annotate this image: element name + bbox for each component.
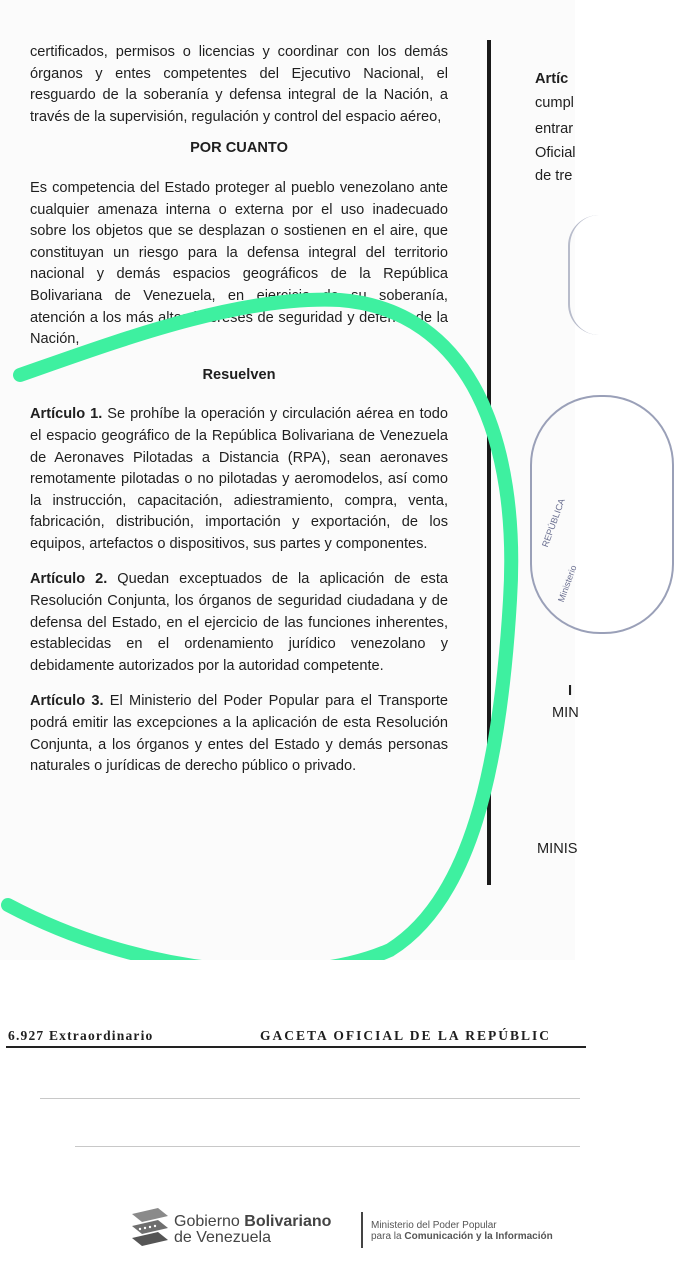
gov-name-plain: Gobierno — [174, 1213, 245, 1230]
gov-name-bold: Bolivariano — [244, 1213, 332, 1230]
gazette-rule — [6, 1046, 586, 1048]
article-1-text: Se prohíbe la operación y circulación aérea en todo el espacio geográfico de la República Bolivariana de Venezuela de Aeronaves Pilotadas a Distancia (RPA), sean aeronaves remotamente pilotadas o no pilotadas y aeromodelos, así como la instrucción, capacitación, adiestramiento, compra, venta, fabricación, distribución, importación y exportación, de los equipos, artefactos o dispositivos, sus partes y componentes. — [30, 406, 449, 552]
heading-por-cuanto: POR CUANTO — [190, 140, 288, 157]
ministry-line-2-bold: Comunicación y la Información — [404, 1231, 553, 1242]
right-fragment-6: I — [568, 683, 573, 699]
right-fragment-1: Artíc — [535, 71, 569, 87]
gazette-number: 6.927 Extraordinario — [8, 1028, 154, 1043]
right-fragment-8: MINIS — [537, 841, 578, 857]
stamp-arc — [568, 215, 630, 335]
article-3-label: Artículo 3. — [30, 693, 104, 710]
blank-line-2 — [75, 1146, 580, 1147]
right-fragment-2: cumpl — [535, 95, 574, 111]
article-2-text: Quedan exceptuados de la aplicación de esta Resolución Conjunta, los órganos de seguridad ciudadana y de defensa del Estado, en el ejercicio de las funciones inherentes, establecidas en el ordenamiento jurídico venezolano y debidamente autorizados por la autoridad competente. — [30, 571, 448, 674]
seal-text-republica: REPÚBLICA — [540, 497, 567, 549]
ministry-line-2-prefix: para la — [371, 1231, 405, 1242]
intro-paragraph: certificados, permisos o licencias y coordinar con los demás órganos y entes competentes del Ejecutivo Nacional, el resguardo de la soberanía y defensa integral de la Nación, a través de la supervisión, regulación y control del espacio aéreo, — [30, 44, 448, 125]
gobierno-bolivariano-logo-icon — [130, 1206, 170, 1248]
article-3 — [30, 691, 448, 777]
right-fragment-7: MIN — [552, 705, 579, 721]
ministry-line-1: Ministerio del Poder Popular — [371, 1220, 497, 1231]
blank-line-1 — [40, 1098, 580, 1099]
logo-separator — [361, 1212, 363, 1248]
right-fragment-4: Oficial — [535, 145, 576, 161]
gazette-title: GACETA OFICIAL DE LA REPÚBLIC — [260, 1028, 552, 1043]
heading-resuelven: Resuelven — [202, 366, 276, 383]
por-cuanto-paragraph: Es competencia del Estado proteger al pueblo venezolano ante cualquier amenaza interna o externa por el uso inadecuado sobre los objetos que se desplazan o sostienen en el aire, que constituyan un riesgo para la defensa integral del territorio nacional y demás espacios geográficos de la República Bolivariana de Venezuela, en ejercicio de su soberanía, atención a los más altos intereses de seguridad y defensa de la Nación, — [30, 179, 448, 348]
right-fragment-5: de tre — [535, 168, 573, 184]
gov-country: de Venezuela — [174, 1229, 271, 1246]
left-column — [30, 42, 448, 792]
column-divider — [487, 40, 491, 885]
article-1 — [30, 404, 448, 555]
article-1-label: Artículo 1. — [30, 406, 103, 423]
gov-name — [174, 1214, 331, 1230]
ministry-line-2 — [371, 1231, 553, 1242]
article-2 — [30, 569, 448, 677]
article-3-text: El Ministerio del Poder Popular para el Transporte podrá emitir las excepciones a la aplicación de esta Resolución Conjunta, a los órganos y entes del Estado y demás personas naturales o jurídicas de derecho público o privado. — [30, 693, 449, 775]
seal-text-ministerio: Ministerio — [556, 563, 579, 604]
right-fragment-3: entrar — [535, 121, 574, 137]
article-2-label: Artículo 2. — [30, 571, 108, 588]
